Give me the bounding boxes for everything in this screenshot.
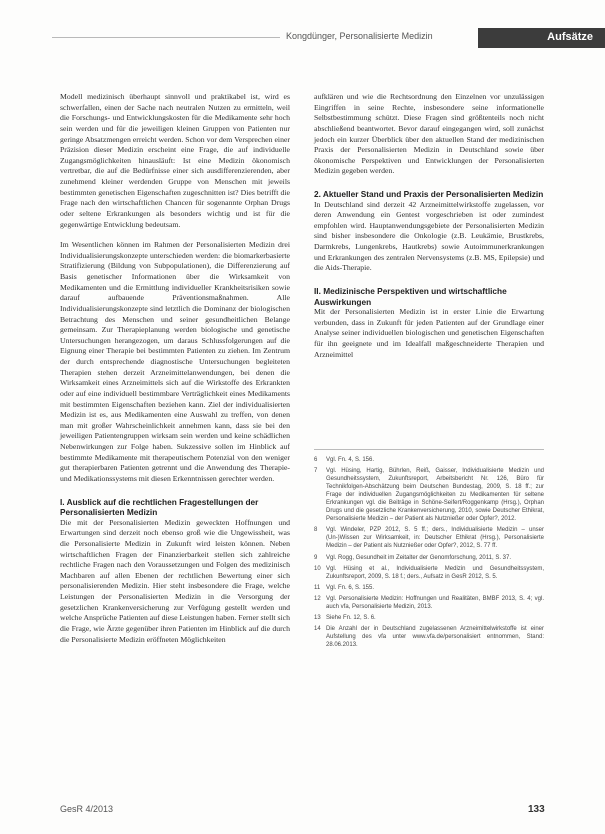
footnote <box>314 554 544 562</box>
footnote-text: Vgl. Hüsing et al., Individualisierte Medizin und Gesundheitssystem, Zukunftsreport, 2009, S. 18 f.; ders., Aufsatz in GesR 2012, S. 5. <box>326 565 544 580</box>
page-number: 133 <box>528 804 545 815</box>
footnote-number: 10 <box>314 565 321 572</box>
running-title: Kongdünger, Personalisierte Medizin <box>286 31 433 41</box>
footnotes <box>314 449 544 652</box>
footnote <box>314 467 544 523</box>
footnote-number: 7 <box>314 468 318 475</box>
header-rule <box>52 37 280 38</box>
footnote <box>314 565 544 581</box>
footnote-text: Vgl. Rogg, Gesundheit im Zeitalter der Genomforschung, 2011, S. 37. <box>326 554 511 561</box>
footnote-number: 6 <box>314 457 318 463</box>
footnote-text: Vgl. Personalisierte Medizin: Hoffnungen und Realitäten, BMBF 2013, S. 4; vgl. auch vfa, Personalisierte Medizin, 2013. <box>326 595 544 610</box>
footnote-text: Vgl. Fn. 6, S. 155. <box>326 584 375 591</box>
right-column <box>314 92 544 360</box>
footnote <box>314 595 544 611</box>
footnote <box>314 456 544 464</box>
footnote-text: Vgl. Hüsing, Hartig, Bührlen, Reiß, Gaisser, Individualisierte Medizin und Gesundheitssystem, Zukunftsreport, Arbeitsbericht Nr. 126, Büro für Technikfolgen-Abschätzung beim Deutschen Bundestag, 2009, S. 18 ff.; zur Frage der individuellen Zugangsmöglichkeiten zu Medikamenten für seltene Erkrankungen vgl. die Beiträge in Schöne-Seifert/Roggenkamp (Hrsg.), Orphan Drugs und die gesetzliche Krankenversicherung, 2010, sowie Deutscher Ethikrat, Personalisierte Medizin – der Patient als Nutznießer oder Opfer?, 2012. <box>326 468 544 523</box>
body-paragraph: aufklären und wie die Rechtsordnung den Einzelnen vor unzulässigen Eingriffen in seine Rechte, insbesondere seine informationelle Selbstbestimmung schützt. Diese Fragen sind größtenteils noch nicht abschließend beantwortet. Bevor darauf eingegangen wird, soll zunächst jedoch ein kurzer Überblick über den aktuellen Stand der medizinischen Praxis der Personalisierten Medizin in Deutschland sowie über ökonomische Perspektiven und Entwicklungen der Personalisierten Medizin gegeben werden. <box>314 92 544 176</box>
section-heading: 2. Aktueller Stand und Praxis der Personalisierten Medizin <box>314 189 544 199</box>
left-column <box>60 92 290 645</box>
footnote <box>314 584 544 592</box>
body-paragraph: Mit der Personalisierten Medizin ist in erster Linie die Erwartung verbunden, dass in Zukunft für jeden Patienten auf der Grundlage einer Analyse seiner individuellen biologischen und genetischen Eigenschaften für ihn geeignete und im Idealfall maßgeschneiderte Therapien und Arzneimittel <box>314 307 544 359</box>
footnote <box>314 625 544 649</box>
footnote-text: Siehe Fn. 12, S. 6. <box>326 614 376 621</box>
footnote-text: Die Anzahl der in Deutschland zugelassenen Arzneimittelwirkstoffe ist einer Aufstellung des vfa unter www.vfa.de/personalisiert entnommen, Stand: 28.06.2013. <box>326 625 544 648</box>
footnote-number: 8 <box>314 527 318 534</box>
body-paragraph: In Deutschland sind derzeit 42 Arzneimittelwirkstoffe zugelassen, vor deren Anwendung ein Gentest vorgeschrieben ist oder zumindest empfohlen wird. Hauptanwendungsgebiete der Personalisierten Medizin sind bisher insbesondere die Onkologie (z.B. Leukämie, Brustkrebs, Darmkrebs, Lungenkrebs, Hautkrebs) sowie Autoimmunerkrankungen und Erkrankungen des zentralen Nervensystems (z.B. MS, Epilepsie) und die Aids-Therapie. <box>314 199 544 273</box>
footnote <box>314 526 544 550</box>
page-footer <box>0 804 605 820</box>
section-heading: I. Ausblick auf die rechtlichen Fragestellungen der Personalisierten Medizin <box>60 496 259 518</box>
footnote-number: 13 <box>314 614 321 621</box>
section-tab <box>478 28 605 48</box>
journal-issue: GesR 4/2013 <box>60 804 114 814</box>
footnote-text: Vgl. Windeler, PZP 2012, S. 5 ff.; ders., Individualisierte Medizin – unser (Un-)Wissen zur Wirksamkeit, in: Deutscher Ethikrat (Hrsg.), Personalisierte Medizin – der Patient als Nutznießer oder Opfer?, 2012, S. 77 ff. <box>326 527 544 550</box>
footnote-number: 12 <box>314 595 321 602</box>
body-paragraph: Im Wesentlichen können im Rahmen der Personalisierten Medizin drei Individualisierungskonzepte unterschieden werden: die biomarkerbasierte Stratifizierung (Bildung von Subpopulationen), die Differenzierung auf Basis genetischer Informationen über die Wirksamkeit von Medikamenten und die Ermittlung individueller Krankheitsrisiken sowie darauf aufbauende Präventionsmaßnahmen. Alle Individualisierungskonzepte sind letztlich die Dominanz der biologischen Betrachtung des Menschen und seiner gesundheitlichen Belange gemeinsam. Zur Therapieplanung werden biologische und genetische Untersuchungen herangezogen, um daraus Schlussfolgerungen auf die Eignung einer Therapie bei bestimmten Patienten zu ziehen. Im Zentrum der durch entsprechende diagnostische Untersuchungen begleiteten Therapien stehen derzeit Arzneimittelanwendungen, bei denen die Wirksamkeit eines Arzneimittels sich auf die Wirkstoffe des Erkrankten oder auf eine individuell bestimmbare Verträglichkeit eines Medikaments mit bestimmten Eigenschaften beziehen kann. Ziel der individualisierten Medizin ist es, aus Medikamenten eine Auswahl zu treffen, von denen man mit großer Wahrscheinlichkeit annehmen kann, dass sie bei den jeweiligen Patientengruppen wirksam sein werden und keine schädlichen Nebenwirkungen zur Folge haben. Sukzessive sollen im Hinblick auf bestimmte Medikamente mit therapeutischem Potenzial von den weniger gut therapierbaren Patienten getrennt und die Anwendung des Therapie- und Medikationssystems mit diesen Erkenntnissen gerechter werden. <box>60 240 290 483</box>
footnote <box>314 614 544 622</box>
section-tab-label: Aufsätze <box>547 31 593 43</box>
footnote-number: 9 <box>314 554 318 561</box>
body-paragraph: Die mit der Personalisierten Medizin geweckten Hoffnungen und Erwartungen sind derzeit noch ebenso groß wie die Ungewissheit, was die Personalisierte Medizin in Zukunft wird leisten können. Neben wirtschaftlichen Fragen der Finanzierbarkeit stellen sich zahlreiche rechtliche Fragen nach den Voraussetzungen und Folgen des medizinisch Machbaren auf allen Ebenen der rechtlichen Bewertung einer sich personalisierenden Medizin. Hier steht insbesondere die Frage, welche Leistungen der Personalisierten Medizin in die Versorgung der gesetzlichen Krankenversicherung zur Verfügung gestellt werden und welche Ansprüche Patienten auf diese Leistungen haben. Ferner stellt sich die Frage, wie Ärzte gegenüber ihren Patienten im Hinblick auf die durch die Personalisierte Medizin eröffneten Möglichkeiten <box>60 517 290 644</box>
section-heading: II. Medizinische Perspektiven und wirtschaftliche Auswirkungen <box>314 285 507 307</box>
page-header <box>0 28 605 48</box>
footnote-number: 11 <box>314 584 321 591</box>
body-paragraph: Modell medizinisch überhaupt sinnvoll und praktikabel ist, wird es schwerfallen, einen der Sache nach neutralen Nutzen zu ermitteln, weil die Forschungs- und Entwicklungskosten für die Medikamente sehr hoch sein werden und für die jeweiligen kleinen Gruppen von Patienten nur geringe Absatzmengen erreicht werden. Schon vor dem Versprechen einer Präzision dieser Medizin erscheint eine Frage, die auf individuelle Zugangsmöglichkeiten hinausläuft: Ist eine Medizin ökonomisch vertretbar, die auf die Bedürfnisse einer sich ausdifferenzierenden, aber zunehmend kleiner werdenden Gruppe von Menschen mit jeweils bestimmten genetischen Eigenschaften zugeschnitten ist? Dies betrifft die Frage nach den wirtschaftlichen Chancen für sogenannte Orphan Drugs oder seltene Erkrankungen als besonders wichtig und ist für die gegenwärtige Entwicklung bedeutsam. <box>60 92 290 229</box>
footnote-text: Vgl. Fn. 4, S. 156. <box>326 457 375 463</box>
footnote-number: 14 <box>314 625 321 632</box>
